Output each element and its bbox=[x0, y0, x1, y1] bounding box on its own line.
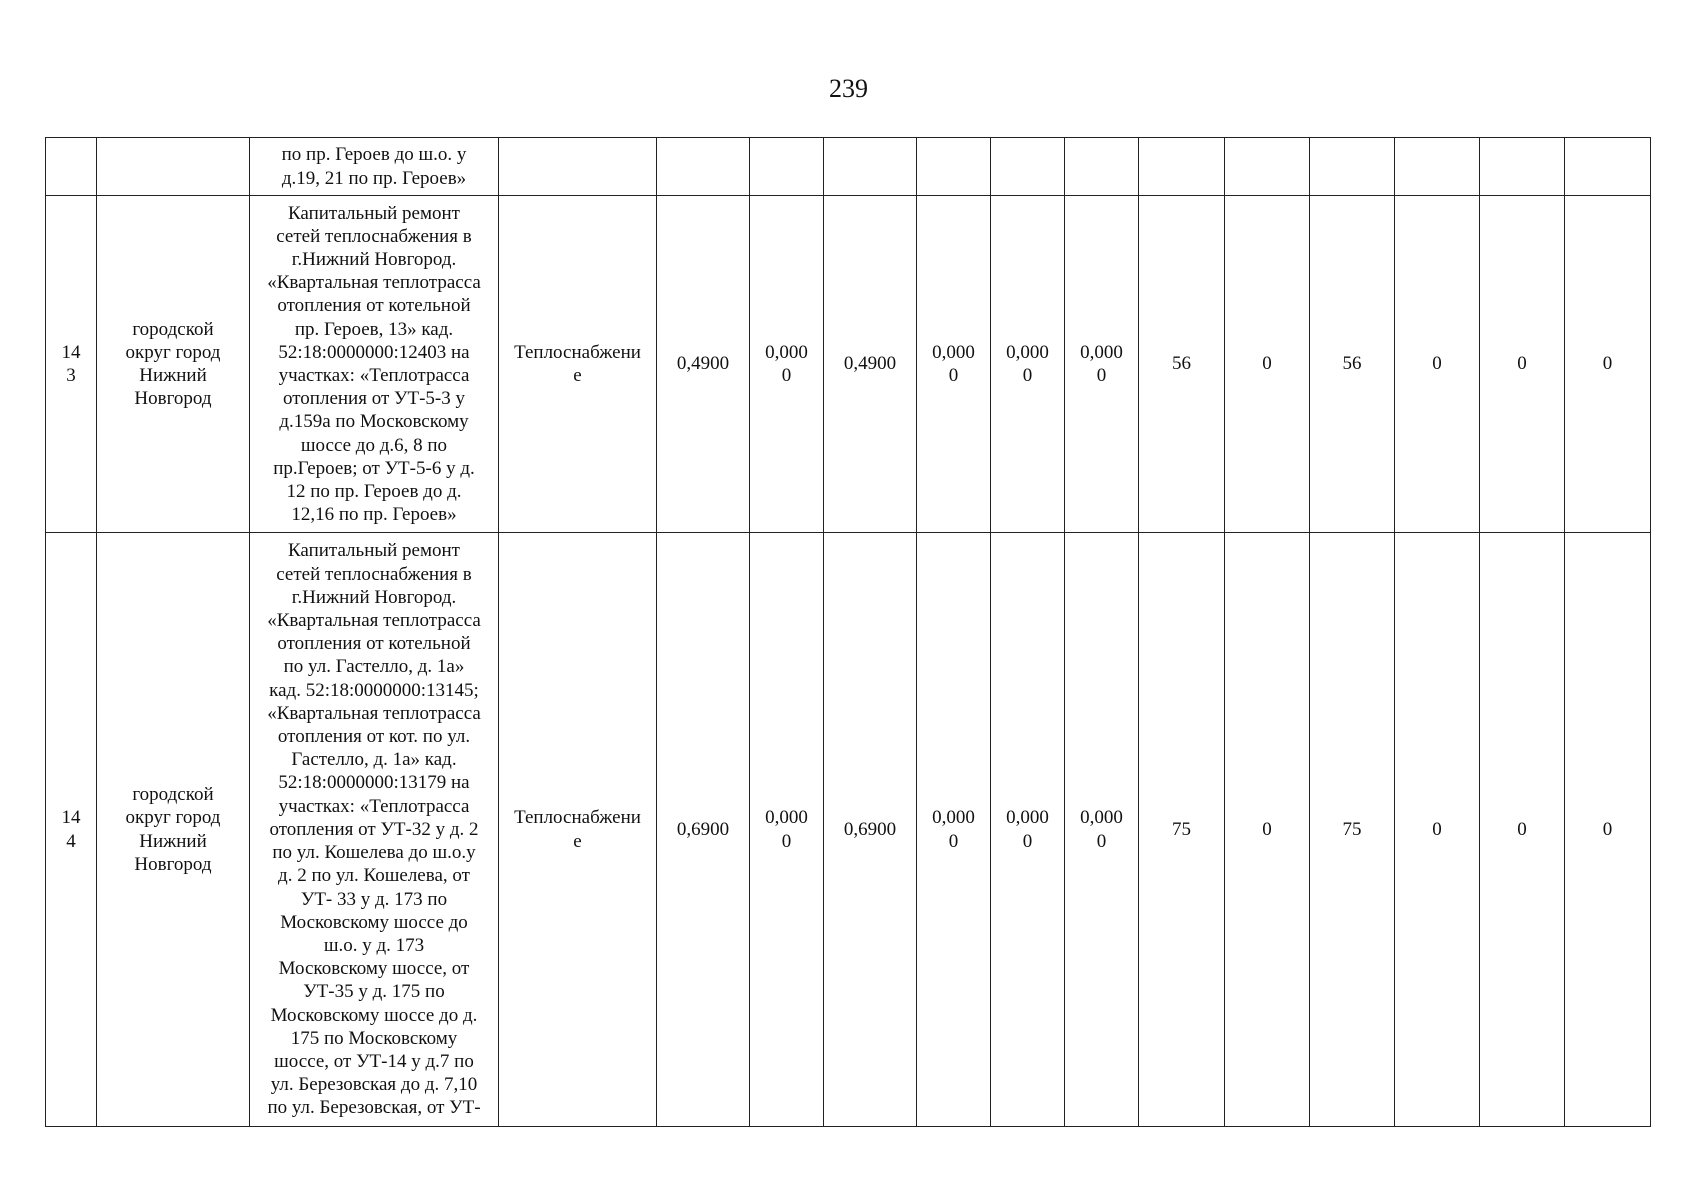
value-cell: 56 bbox=[1310, 196, 1395, 533]
value-cell: 0,000 0 bbox=[917, 533, 991, 1127]
value-cell: 0 bbox=[1480, 196, 1565, 533]
value-cell bbox=[1480, 138, 1565, 196]
value-cell: 56 bbox=[1139, 196, 1225, 533]
description-cell: по пр. Героев до ш.о. у д.19, 21 по пр. Героев» bbox=[250, 138, 499, 196]
page-number: 239 bbox=[829, 74, 868, 103]
value-cell: 0,000 0 bbox=[991, 196, 1065, 533]
value-cell: 0 bbox=[1395, 196, 1480, 533]
row-number-cell: 14 3 bbox=[46, 196, 97, 533]
value-cell bbox=[750, 138, 824, 196]
data-table bbox=[45, 137, 1651, 1127]
value-cell: 0,000 0 bbox=[750, 533, 824, 1127]
table-row bbox=[46, 196, 1651, 533]
value-cell bbox=[1395, 138, 1480, 196]
description-cell: Капитальный ремонт сетей теплоснабжения в г.Нижний Новгород. «Квартальная теплотрасса отопления от котельной по ул. Гастелло, д. 1а» кад. 52:18:0000000:13145; «Квартальная теплотрасса отопления от кот. по ул. Гастелло, д. 1а» кад. 52:18:0000000:13179 на участках: «Теплотрасса отопления от УТ-32 у д. 2 по ул. Кошелева до ш.о.у д. 2 по ул. Кошелева, от УТ- 33 у д. 173 по Московскому шоссе до ш.о. у д. 173 Московскому шоссе, от УТ-35 у д. 175 по Московскому шоссе до д. 175 по Московскому шоссе, от УТ-14 у д.7 по ул. Березовская до д. 7,10 по ул. Березовская, от УТ- bbox=[250, 533, 499, 1127]
value-cell bbox=[991, 138, 1065, 196]
value-cell bbox=[1310, 138, 1395, 196]
value-cell: 75 bbox=[1139, 533, 1225, 1127]
row-number-cell: 14 4 bbox=[46, 533, 97, 1127]
value-cell: 0,000 0 bbox=[991, 533, 1065, 1127]
value-cell: 0,000 0 bbox=[1065, 533, 1139, 1127]
value-cell: 0,4900 bbox=[824, 196, 917, 533]
value-cell bbox=[657, 138, 750, 196]
value-cell bbox=[917, 138, 991, 196]
value-cell: 0 bbox=[1565, 533, 1651, 1127]
value-cell: 0,000 0 bbox=[750, 196, 824, 533]
type-cell bbox=[499, 138, 657, 196]
value-cell bbox=[824, 138, 917, 196]
value-cell bbox=[1225, 138, 1310, 196]
value-cell: 0 bbox=[1225, 196, 1310, 533]
municipality-cell: городской округ город Нижний Новгород bbox=[97, 196, 250, 533]
description-cell: Капитальный ремонт сетей теплоснабжения в г.Нижний Новгород. «Квартальная теплотрасса отопления от котельной пр. Героев, 13» кад. 52:18:0000000:12403 на участках: «Теплотрасса отопления от УТ-5-3 у д.159а по Московскому шоссе до д.6, 8 по пр.Героев; от УТ-5-6 у д. 12 по пр. Героев до д. 12,16 по пр. Героев» bbox=[250, 196, 499, 533]
value-cell: 0,6900 bbox=[657, 533, 750, 1127]
type-cell: Теплоснабжени е bbox=[499, 196, 657, 533]
value-cell: 0 bbox=[1225, 533, 1310, 1127]
value-cell bbox=[1565, 138, 1651, 196]
value-cell: 0,6900 bbox=[824, 533, 917, 1127]
value-cell: 0,4900 bbox=[657, 196, 750, 533]
value-cell: 0 bbox=[1480, 533, 1565, 1127]
municipality-cell bbox=[97, 138, 250, 196]
value-cell: 0,000 0 bbox=[1065, 196, 1139, 533]
value-cell: 0,000 0 bbox=[917, 196, 991, 533]
value-cell: 0 bbox=[1395, 533, 1480, 1127]
value-cell bbox=[1065, 138, 1139, 196]
table-row bbox=[46, 533, 1651, 1127]
value-cell bbox=[1139, 138, 1225, 196]
row-number-cell bbox=[46, 138, 97, 196]
value-cell: 0 bbox=[1565, 196, 1651, 533]
municipality-cell: городской округ город Нижний Новгород bbox=[97, 533, 250, 1127]
type-cell: Теплоснабжени е bbox=[499, 533, 657, 1127]
value-cell: 75 bbox=[1310, 533, 1395, 1127]
table-row bbox=[46, 138, 1651, 196]
